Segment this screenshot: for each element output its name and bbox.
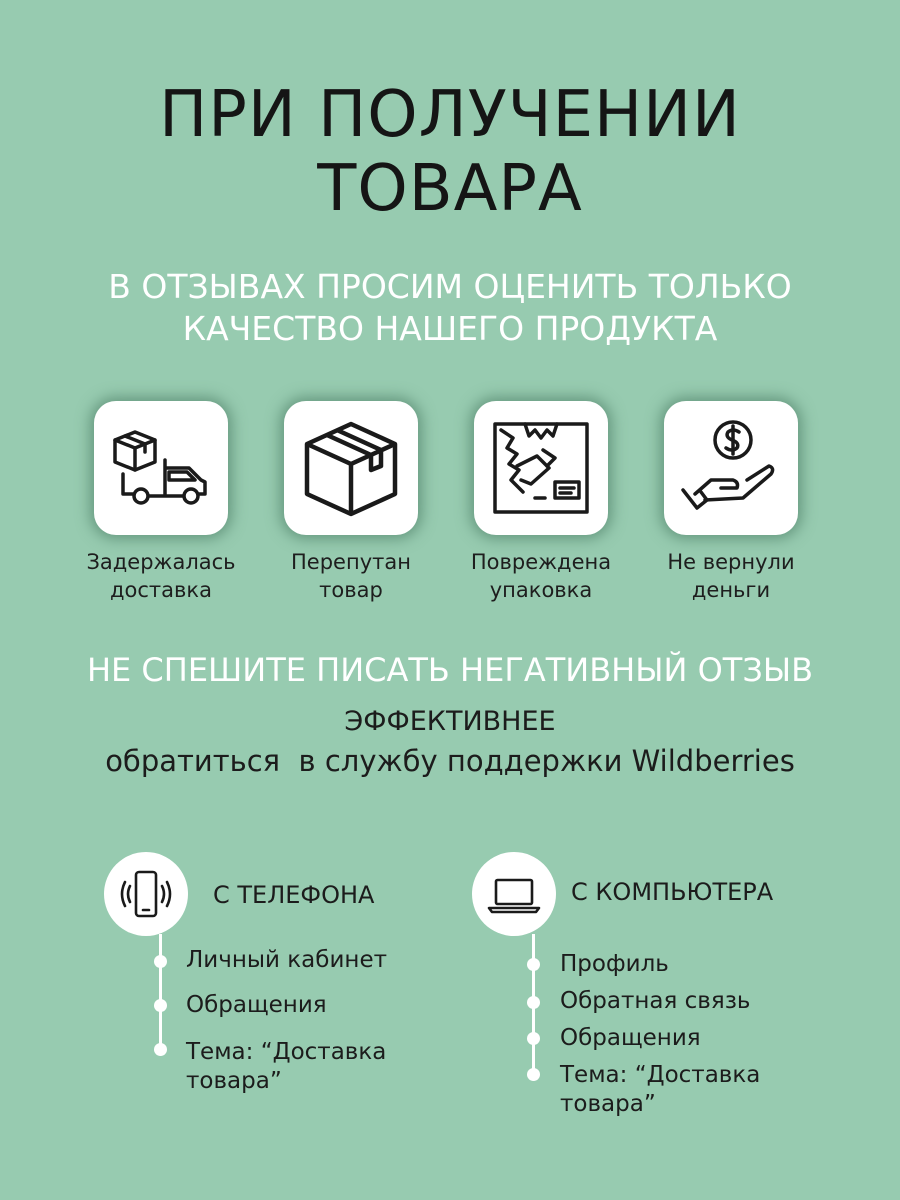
- effective-label: ЭФФЕКТИВНЕЕ: [344, 706, 556, 737]
- computer-step-1: Профиль: [560, 951, 669, 977]
- phone-title: С ТЕЛЕФОНА: [213, 881, 375, 909]
- money-hand-icon: [671, 408, 791, 528]
- issue-card-wrong-item: [284, 401, 418, 535]
- phone-step-3: Тема: “Доставка товара”: [186, 1039, 387, 1094]
- computer-step-3: Обращения: [560, 1025, 701, 1051]
- subtitle-line-2: КАЧЕСТВО НАШЕГО ПРОДУКТА: [182, 309, 718, 348]
- phone-step-dot: [154, 999, 167, 1012]
- warning-heading: НЕ СПЕШИТЕ ПИСАТЬ НЕГАТИВНЫЙ ОТЗЫВ: [86, 651, 814, 689]
- issue-caption-refund: Не вернули деньги: [667, 550, 795, 602]
- computer-step-dot: [527, 996, 540, 1009]
- damaged-package-icon: [481, 408, 601, 528]
- laptop-icon: [484, 864, 544, 924]
- phone-step-dot: [154, 1043, 167, 1056]
- title-line-1: ПРИ ПОЛУЧЕНИИ: [159, 78, 741, 152]
- issue-card-refund: [664, 401, 798, 535]
- title-line-2: ТОВАРА: [317, 152, 583, 226]
- smartphone-icon: [116, 864, 176, 924]
- box-icon: [291, 408, 411, 528]
- issue-card-delivery: [94, 401, 228, 535]
- issue-caption-damaged-package: Повреждена упаковка: [470, 550, 612, 602]
- issue-card-damaged-package: [474, 401, 608, 535]
- delivery-truck-icon: [101, 408, 221, 528]
- issue-caption-wrong-item: Перепутан товар: [291, 550, 411, 602]
- phone-badge: [104, 852, 188, 936]
- computer-step-dot: [527, 1068, 540, 1081]
- phone-step-dot: [154, 955, 167, 968]
- computer-step-4: Тема: “Доставка товара”: [560, 1062, 761, 1117]
- support-hint: обратиться в службу поддержки Wildberries: [105, 744, 795, 778]
- page-title: [0, 78, 900, 226]
- computer-step-dot: [527, 1032, 540, 1045]
- computer-step-dot: [527, 958, 540, 971]
- computer-step-2: Обратная связь: [560, 988, 751, 1014]
- subtitle-line-1: В ОТЗЫВАХ ПРОСИМ ОЦЕНИТЬ ТОЛЬКО: [108, 267, 792, 306]
- subtitle: [0, 266, 900, 350]
- phone-step-1: Личный кабинет: [186, 947, 387, 973]
- computer-badge: [472, 852, 556, 936]
- issue-caption-delivery: Задержалась доставка: [86, 550, 236, 602]
- phone-step-2: Обращения: [186, 992, 327, 1018]
- computer-title: С КОМПЬЮТЕРА: [571, 878, 774, 906]
- phone-step-line: [159, 934, 162, 1054]
- issues-row: [0, 401, 900, 611]
